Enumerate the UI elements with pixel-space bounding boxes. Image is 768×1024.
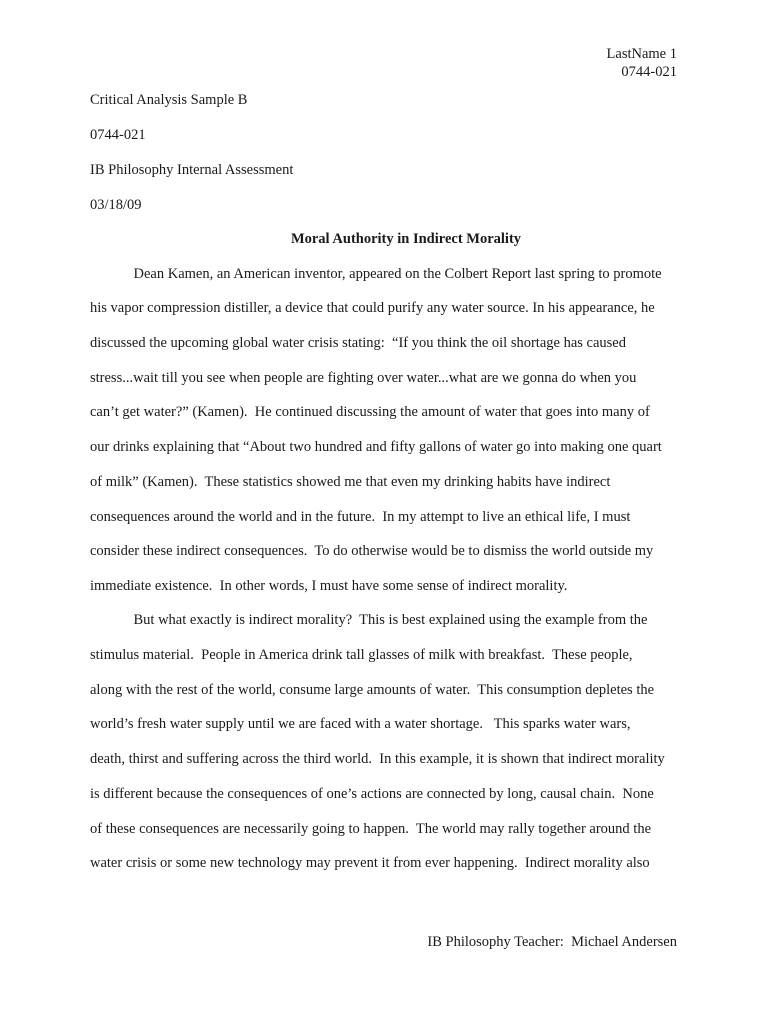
page-footer: IB Philosophy Teacher: Michael Andersen: [427, 934, 677, 950]
body-line: of these consequences are necessarily going to happen. The world may rally together around the: [90, 821, 652, 837]
running-header: [607, 45, 677, 81]
body-line: can’t get water?” (Kamen). He continued discussing the amount of water that goes into many of: [90, 404, 650, 420]
body-line: water crisis or some new technology may prevent it from ever happening. Indirect morality also: [90, 855, 650, 871]
body-line: his vapor compression distiller, a device that could purify any water source. In his appearance, he: [90, 300, 655, 316]
body-line: is different because the consequences of one’s actions are connected by long, causal chain. None: [90, 786, 654, 802]
body-line: Dean Kamen, an American inventor, appeared on the Colbert Report last spring to promote: [90, 266, 662, 282]
body-line: consider these indirect consequences. To do otherwise would be to dismiss the world outside my: [90, 543, 654, 559]
meta-date: 03/18/09: [90, 197, 142, 213]
meta-course: IB Philosophy Internal Assessment: [90, 162, 294, 178]
body-line: of milk” (Kamen). These statistics showed me that even my drinking habits have indirect: [90, 474, 611, 490]
body-line: death, thirst and suffering across the third world. In this example, it is shown that indirect morality: [90, 751, 665, 767]
meta-assignment: Critical Analysis Sample B: [90, 92, 248, 108]
body-line: our drinks explaining that “About two hundred and fifty gallons of water go into making one quart: [90, 439, 662, 455]
essay-title: Moral Authority in Indirect Morality: [290, 231, 522, 247]
meta-candidate: 0744-021: [90, 127, 146, 143]
body-line: immediate existence. In other words, I must have some sense of indirect morality.: [90, 578, 568, 594]
body-line: along with the rest of the world, consume large amounts of water. This consumption depletes the: [90, 682, 655, 698]
body-line: world’s fresh water supply until we are faced with a water shortage. This sparks water wars,: [90, 716, 631, 732]
body-line: discussed the upcoming global water crisis stating: “If you think the oil shortage has caused: [90, 335, 626, 351]
body-line: consequences around the world and in the future. In my attempt to live an ethical life, I must: [90, 509, 631, 525]
body-line: stimulus material. People in America drink tall glasses of milk with breakfast. These people,: [90, 647, 633, 663]
body-line: stress...wait till you see when people are fighting over water...what are we gonna do when you: [90, 370, 637, 386]
page-label: LastName 1: [606, 46, 677, 62]
candidate-number: 0744-021: [621, 64, 677, 80]
body-line: But what exactly is indirect morality? This is best explained using the example from the: [90, 612, 648, 628]
